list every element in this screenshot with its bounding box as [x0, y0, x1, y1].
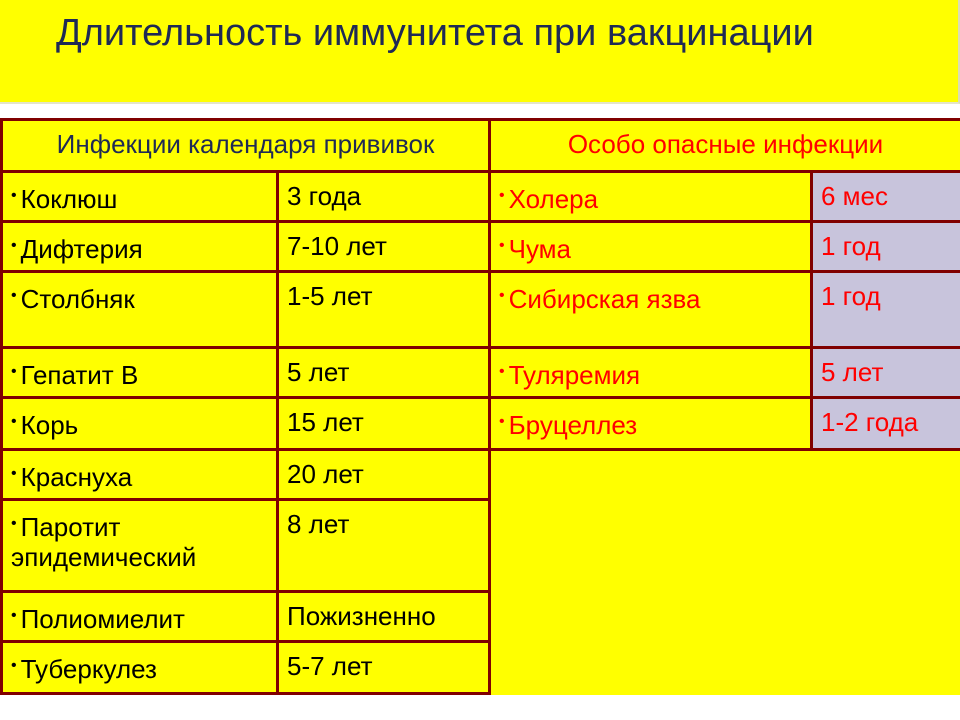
- table-border: [810, 170, 813, 451]
- right-infection-cell-text: Туляремия: [508, 360, 641, 390]
- table-border: [0, 118, 3, 695]
- bullet-icon: •: [11, 465, 17, 482]
- page-title: Длительность иммунитета при вакцинации: [56, 12, 814, 54]
- bullet-icon: •: [11, 657, 17, 674]
- left-duration-cell: [279, 399, 488, 448]
- right-duration-cell: [813, 223, 960, 270]
- left-duration-cell-text: Пожизненно: [287, 601, 436, 631]
- table-border: [0, 220, 960, 223]
- right-duration-cell: [813, 399, 960, 448]
- left-infection-cell: [3, 273, 276, 346]
- left-infection-cell: [3, 643, 276, 692]
- left-duration-cell-text: 3 года: [287, 181, 362, 211]
- left-duration-cell-text: 5-7 лет: [287, 651, 373, 681]
- left-infection-cell: [3, 501, 276, 590]
- bullet-icon: •: [499, 363, 505, 380]
- right-infection-cell-text: Сибирская язва: [508, 284, 701, 314]
- table-border: [0, 692, 491, 695]
- left-duration-cell: [279, 273, 488, 346]
- right-duration-cell: [813, 349, 960, 396]
- bullet-icon: •: [11, 607, 17, 624]
- table-border: [0, 498, 491, 501]
- header-right: [491, 121, 960, 170]
- bullet-icon: •: [11, 515, 17, 532]
- bullet-icon: •: [11, 413, 17, 430]
- header-right-text: Особо опасные инфекции: [567, 129, 884, 159]
- left-infection-cell-text: Полиомиелит: [20, 604, 185, 634]
- right-infection-cell: [491, 349, 810, 396]
- left-infection-cell-text: Паротит эпидемический: [11, 512, 197, 572]
- left-infection-cell: [3, 593, 276, 640]
- right-infection-cell-text: Бруцеллез: [508, 410, 638, 440]
- table-border: [0, 270, 960, 273]
- left-infection-cell-text: Столбняк: [20, 284, 135, 314]
- left-infection-cell: [3, 223, 276, 270]
- table-border: [0, 590, 491, 593]
- table-border: [0, 396, 960, 399]
- left-infection-cell-text: Коклюш: [20, 184, 118, 214]
- table-border: [0, 640, 491, 643]
- table-border: [0, 170, 960, 173]
- left-duration-cell: [279, 173, 488, 220]
- left-duration-cell-text: 1-5 лет: [287, 281, 373, 311]
- left-infection-cell: [3, 451, 276, 498]
- empty-area: [491, 451, 960, 695]
- right-duration-cell-text: 1 год: [821, 231, 881, 261]
- right-infection-cell-text: Холера: [508, 184, 599, 214]
- bullet-icon: •: [11, 187, 17, 204]
- left-infection-cell-text: Дифтерия: [20, 234, 143, 264]
- bullet-icon: •: [499, 187, 505, 204]
- header-left: [3, 121, 488, 170]
- left-duration-cell: [279, 223, 488, 270]
- bullet-icon: •: [11, 237, 17, 254]
- bullet-icon: •: [499, 237, 505, 254]
- left-infection-cell: [3, 173, 276, 220]
- table-border: [0, 346, 960, 349]
- right-infection-cell-text: Чума: [508, 234, 571, 264]
- table-border: [0, 448, 960, 451]
- table-border: [488, 118, 491, 695]
- left-duration-cell: [279, 451, 488, 498]
- right-duration-cell: [813, 173, 960, 220]
- right-duration-cell-text: 1 год: [821, 281, 881, 311]
- right-duration-cell-text: 5 лет: [821, 357, 884, 387]
- header-left-text: Инфекции календаря прививок: [56, 129, 435, 159]
- left-duration-cell-text: 7-10 лет: [287, 231, 387, 261]
- table-border: [276, 170, 279, 695]
- right-infection-cell: [491, 223, 810, 270]
- right-duration-cell: [813, 273, 960, 346]
- left-infection-cell-text: Туберкулез: [20, 654, 157, 684]
- left-duration-cell: [279, 593, 488, 640]
- right-duration-cell-text: 1-2 года: [821, 407, 919, 437]
- bullet-icon: •: [11, 287, 17, 304]
- right-duration-cell-text: 6 мес: [821, 181, 889, 211]
- left-infection-cell: [3, 399, 276, 448]
- left-duration-cell: [279, 349, 488, 396]
- title-box: [0, 0, 960, 104]
- left-infection-cell-text: Гепатит В: [20, 360, 139, 390]
- right-infection-cell: [491, 273, 810, 346]
- left-infection-cell-text: Краснуха: [20, 462, 133, 492]
- left-duration-cell: [279, 643, 488, 692]
- bullet-icon: •: [499, 413, 505, 430]
- bullet-icon: •: [11, 363, 17, 380]
- right-infection-cell: [491, 173, 810, 220]
- bullet-icon: •: [499, 287, 505, 304]
- table-border: [0, 118, 960, 121]
- right-infection-cell: [491, 399, 810, 448]
- left-duration-cell-text: 5 лет: [287, 357, 350, 387]
- left-infection-cell-text: Корь: [20, 410, 79, 440]
- left-duration-cell-text: 15 лет: [287, 407, 364, 437]
- left-infection-cell: [3, 349, 276, 396]
- left-duration-cell-text: 8 лет: [287, 509, 350, 539]
- left-duration-cell: [279, 501, 488, 590]
- left-duration-cell-text: 20 лет: [287, 459, 364, 489]
